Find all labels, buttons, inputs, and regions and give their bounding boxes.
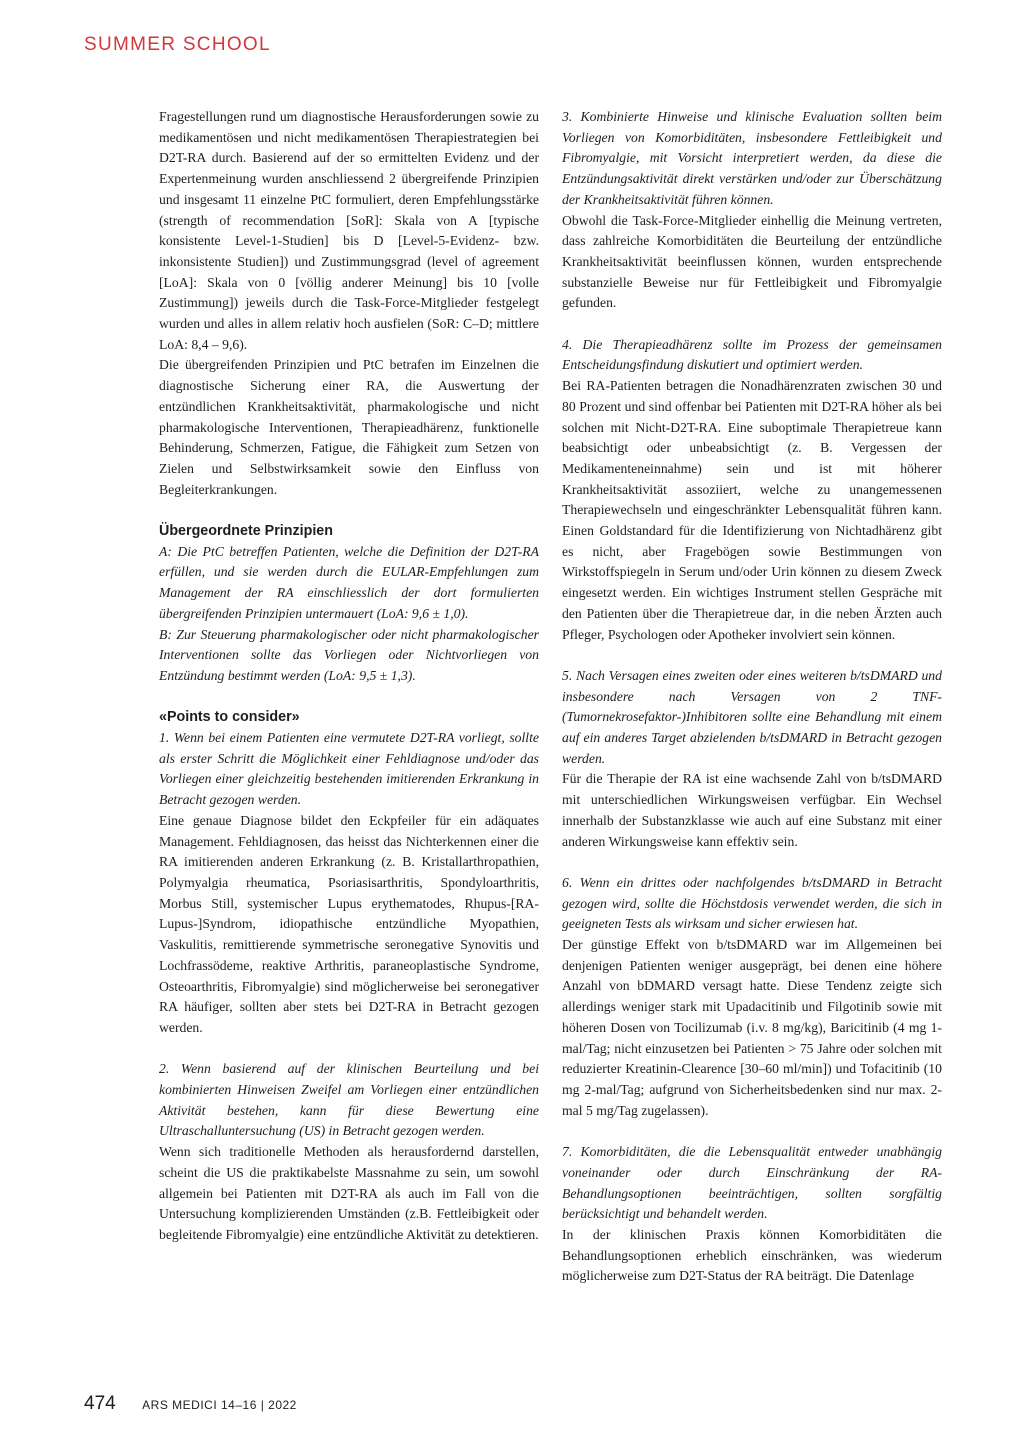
left-column	[159, 107, 539, 1246]
journal-citation: ARS MEDICI 14–16 | 2022	[142, 1398, 297, 1412]
ptc6-title: 6. Wenn ein drittes oder nachfolgendes b/tsDMARD in Betracht gezogen wird, sollte die Höchstdosis verwendet werden, die sich in geeigneten Tests als wirksam und sicher erwiesen hat.	[562, 874, 942, 932]
ptc1-title: 1. Wenn bei einem Patienten eine vermutete D2T-RA vorliegt, sollte als erster Schritt die Möglichkeit einer Fehldiagnose und/oder das Vorliegen einer gleichzeitig bestehenden imitierenden Erkrankung in Betracht gezogen werden.	[159, 730, 539, 808]
ptc4-title: 4. Die Therapieadhärenz sollte im Prozess der gemeinsamen Entscheidungsfindung diskutiert und optimiert werden.	[562, 336, 942, 373]
ptc5-title: 5. Nach Versagen eines zweiten oder eines weiteren b/tsDMARD und insbesondere nach Versagen von 2 TNF-(Tumornekrosefaktor-)Inhibitoren sollte eine Behandlung mit einem auf ein anderes Target abzielenden b/tsDMARD in Betracht gezogen werden.	[562, 667, 942, 766]
section-header: SUMMER SCHOOL	[84, 34, 271, 55]
right-column	[562, 107, 942, 1287]
ptc3-title: 3. Kombinierte Hinweise und klinische Evaluation sollten beim Vorliegen von Komorbiditäten, insbesondere Fettleibigkeit und Fibromyalgie, mit Vorsicht interpretiert werden, da diese die Entzündungsaktivität direkt verstärken und/oder zur Überschätzung der Krankheitsaktivität führen können.	[562, 109, 942, 207]
ptc7-title: 7. Komorbiditäten, die die Lebensqualität entweder unabhängig voneinander oder durch Einschränkung der RA-Behandlungsoptionen beeinträchtigen, sollten sorgfältig berücksichtigt und behandelt werden.	[562, 1144, 942, 1222]
ptc2-body: Wenn sich traditionelle Methoden als herausfordernd darstellen, scheint die US die praktikabelste Massnahme zu sein, um sowohl allgemein bei Patienten mit D2T-RA als auch im Fall von die Untersuchung komplizierenden Umständen (z.B. Fettleibigkeit oder begleitende Fibromyalgie) eine entzündliche Aktivität zu detektieren.	[159, 1144, 539, 1242]
principles-summary-paragraph: Die übergreifenden Prinzipien und PtC betrafen im Einzelnen die diagnostische Sicherung einer RA, die Auswertung der entzündlichen Krankheitsaktivität, pharmakologische und nicht pharmakologische Interventionen, Therapieadhärenz, funktionelle Behinderung, Schmerzen, Fatigue, die Fähigkeit zum Setzen von Zielen und Selbstwirksamkeit sowie den Einfluss von Begleiterkrankungen.	[159, 357, 539, 497]
page-number: 474	[84, 1393, 116, 1414]
principle-b: B: Zur Steuerung pharmakologischer oder nicht pharmakologischer Interventionen sollte das Vorliegen oder Nichtvorliegen von Entzündung bestimmt werden (LoA: 9,5 ± 1,3).	[159, 626, 539, 683]
ptc3-body: Obwohl die Task-Force-Mitglieder einhellig die Meinung vertreten, dass zahlreiche Komorbiditäten die Beurteilung der entzündliche Krankheitsaktivität beeinflussen können, wurden entsprechende substanzielle Beweise nur für Fettleibigkeit und Fibromyalgie gefunden.	[562, 212, 942, 311]
ptc4-body: Bei RA-Patienten betragen die Nonadhärenzraten zwischen 30 und 80 Prozent und sind offenbar bei Patienten mit D2T-RA höher als bei solchen mit Nicht-D2T-RA. Eine suboptimale Therapietreue kann beabsichtigt oder unbeabsichtigt (z. B. Vergessen der Medikamenteneinnahme) sein und ist mit höherer Krankheitsaktivität assoziiert, welche zu unangemessenen Therapiewechseln und eingeschränkter Lebensqualität führen kann. Einen Goldstandard für die Identifizierung von Nichtadhärenz gibt es nicht, aber Fragebögen sowie Bestimmungen von Wirkstoffspiegeln in Serum und/oder Urin können zu diesem Zweck eingesetzt werden. Ein wichtiges Instrument stellen Gespräche mit den Patienten über die Therapietreue dar, in die neben Ärzten auch Pfleger, Psychologen oder Apotheker involviert sein können.	[562, 378, 942, 642]
heading-points-to-consider: «Points to consider»	[159, 709, 300, 726]
ptc1-body: Eine genaue Diagnose bildet den Eckpfeiler für ein adäquates Management. Fehldiagnosen, das heisst das Nichterkennen einer die RA imitierenden anderen Erkrankung (z. B. Kristallarthropathien, Polymyalgia rheumatica, Psoriasisarthritis, Spondyloarthritis, Morbus Still, systemischer Lupus erythematodes, Rhupus-[RA-Lupus-]Syndrom, idiopathische entzündliche Myopathien, Vaskulitis, remittierende symmetrische seronegative Synovitis und Lochfrassödeme, reaktive Arthritis, paraneoplastische Syndrome, Osteoarthritis, Fibromyalgie) sind möglicherweise bei seronegativer RA häufiger, sollten aber stets bei D2T-RA in Betracht gezogen werden.	[159, 812, 539, 1035]
page-footer	[84, 1393, 297, 1415]
ptc5-body: Für die Therapie der RA ist eine wachsende Zahl von b/tsDMARD mit unterschiedlichen Wirkungsweisen verfügbar. Ein Wechsel innerhalb der Substanzklasse wie auch auf eine Substanz mit einer anderen Wirkungsweise kann effektiv sein.	[562, 771, 942, 849]
ptc2-title: 2. Wenn basierend auf der klinischen Beurteilung und bei kombinierten Hinweisen Zweifel am Vorliegen einer entzündlichen Aktivität bestehen, kann für diese Bewertung eine Ultraschalluntersuchung (US) in Betracht gezogen werden.	[159, 1061, 539, 1139]
ptc6-body: Der günstige Effekt von b/tsDMARD war im Allgemeinen bei denjenigen Patienten weniger ausgeprägt, bei denen eine höhere Anzahl von bDMARD versagt hatte. Diese Tendenz zeigte sich allerdings weniger stark mit Upadacitinib und Filgotinib sowie mit höheren Dosen von Tocilizumab (i.v. 8 mg/kg), Baricitinib (4 mg 1-mal/Tag; nicht einzusetzen bei Patienten > 75 Jahre oder solchen mit reduzierter Kreatinin-Clearence [30–60 ml/min]) und Tofacitinib (10 mg 2-mal/Tag; aufgrund von Sicherheitsbedenken sind nur max. 2-mal 5 mg/Tag zugelassen).	[562, 937, 942, 1118]
intro-paragraph: Fragestellungen rund um diagnostische Herausforderungen sowie zu medikamentösen und nicht medikamentösen Therapiestrategien bei D2T-RA durch. Basierend auf der so ermittelten Evidenz und der Expertenmeinung wurden anschliessend 2 übergreifende Prinzipien und insgesamt 11 einzelne PtC formuliert, deren Empfehlungsstärke (strength of recommendation [SoR]: Skala von A [typische konsistente Level-1-Studien] bis D [Level-5-Evidenz- bzw. inkonsistente Studien]) und Zustimmungsgrad (level of agreement [LoA]: Skala von 0 [völlig anderer Meinung] bis 10 [volle Zustimmung]) jeweils durch die Task-Force-Mitglieder festgelegt wurden und alles in allem relativ hoch ausfielen (SoR: C–D; mittlere LoA: 8,4 – 9,6).	[159, 109, 539, 352]
ptc7-body: In der klinischen Praxis können Komorbiditäten die Behandlungsoptionen erheblich einschränken, was wiederum möglicherweise zum D2T-Status der RA beiträgt. Die Datenlage	[562, 1226, 942, 1284]
principle-a: A: Die PtC betreffen Patienten, welche die Definition der D2T-RA erfüllen, und sie werden durch die EULAR-Empfehlungen zum Management der RA einschliesslich der dort formulierten übergreifenden Prinzipien untermauert (LoA: 9,6 ± 1,0).	[159, 543, 539, 621]
heading-overarching-principles: Übergeordnete Prinzipien	[159, 523, 333, 540]
